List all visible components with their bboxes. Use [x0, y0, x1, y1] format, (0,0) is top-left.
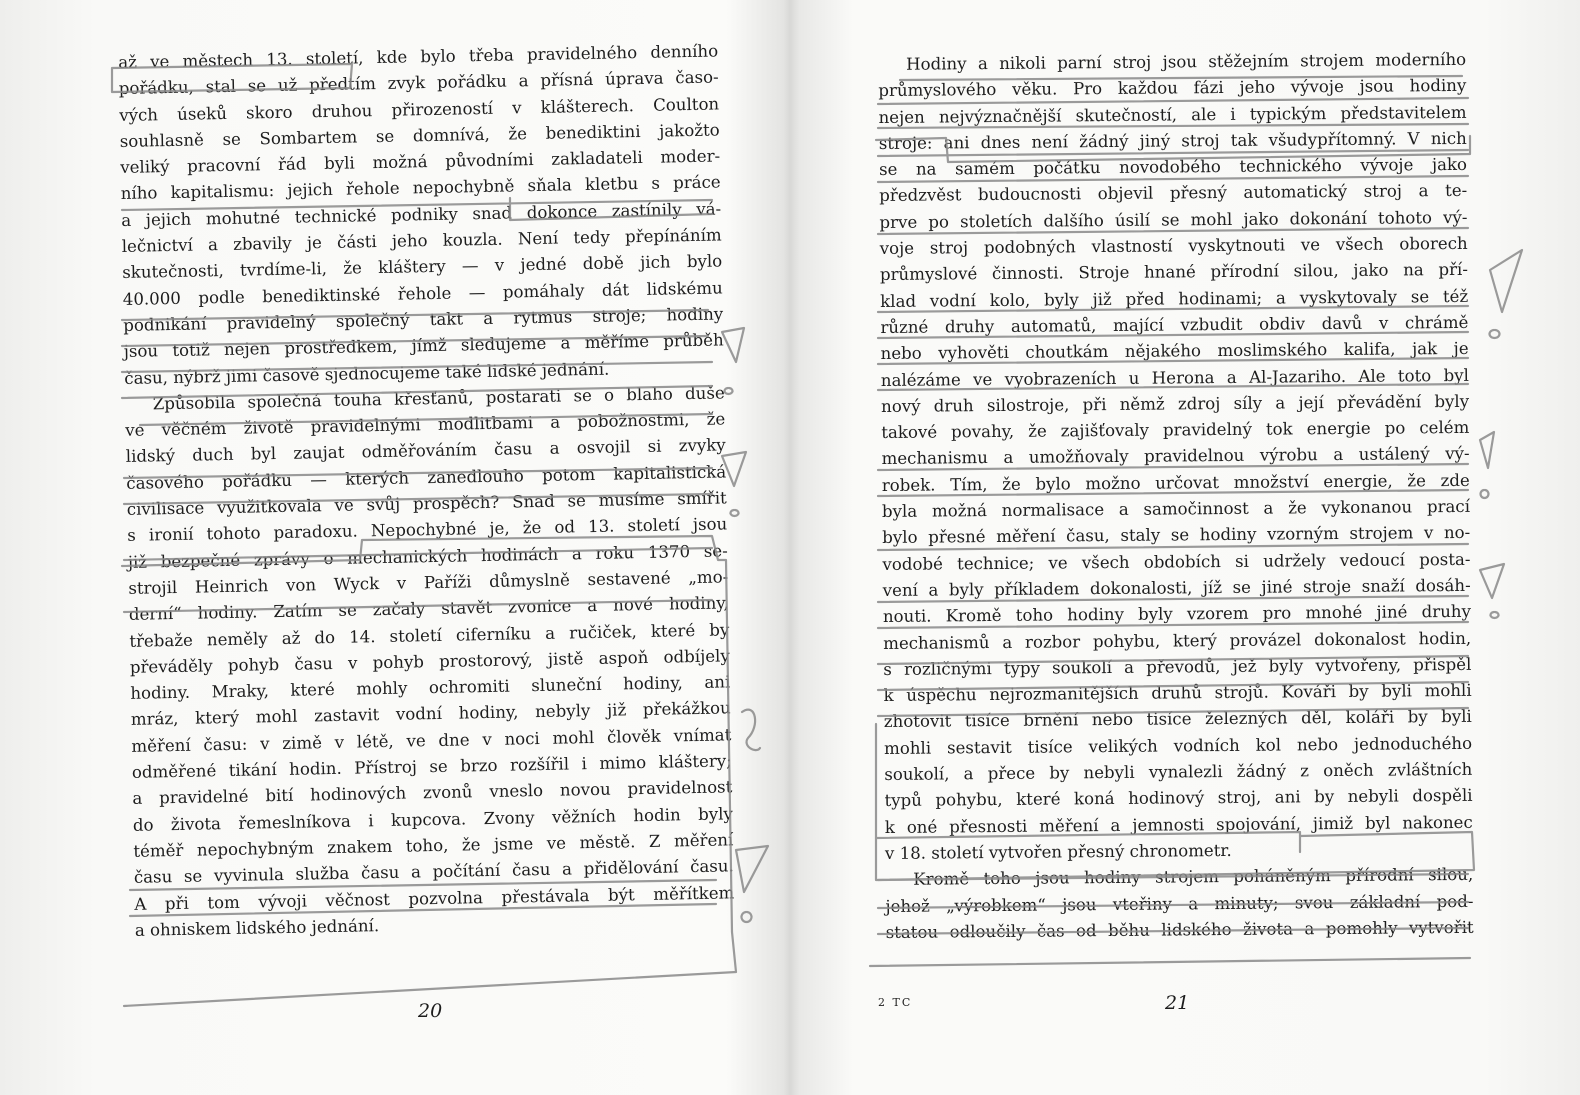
text-line: civilisace využitkovala ve svůj prospěch? Snad se musíme smířit [126, 488, 727, 519]
text-line: klad vodní kolo, byly již před hodinami; a vyskytovaly se též [880, 286, 1469, 311]
text-line: průmyslového věku. Pro každou fázi jeho vývoje jsou hodiny [878, 76, 1467, 101]
text-line: skutečnosti, tvrdíme-li, že kláštery — v jedné době jich bylo [122, 251, 723, 283]
text-line: nalézáme ve vyobrazeních u Herona a Al-Jazariho. Ale toto byl [880, 365, 1469, 390]
text-line: a ohniskem lidského jednání. [134, 915, 380, 940]
text-line: s rozličnými typy soukolí a převodů, jež byly vytvořeny, přispěl [883, 654, 1472, 679]
text-line: pořádku, stal se už předtím zvyk pořádku a přísná úprava časo- [118, 67, 719, 99]
printer-signature: 2 TC [878, 996, 913, 1009]
text-line: bylo přesné měření času, staly se hodiny vzorným strojem v no- [882, 523, 1471, 548]
text-line: voje stroj podobných vlastností vyskytnouti ve všech oborech [879, 233, 1468, 259]
text-line: již bezpečné zprávy o mechanických hodinách a roku 1370 se- [127, 541, 728, 572]
text-line: mráz, který mohl zastavit vodní hodiny, nebyly již překážkou [130, 698, 731, 730]
page-number-left: 20 [418, 1000, 443, 1022]
text-line: derní“ hodiny. Zatím se začaly stavět zvonice a nové hodiny, [128, 593, 729, 625]
text-line: se na samém počátku novodobého technického vývoje jako [878, 155, 1468, 180]
text-line: lečnictví a zbavily je části jeho kouzla. Není tedy přepínáním [121, 225, 722, 257]
text-line: času, nýbrž jimi časově sjednocujeme také lidské jednání. [124, 359, 610, 388]
text-line: odměřené tikání hodin. Přístroj se brzo rozšířil i mimo kláštery; [131, 751, 732, 782]
text-line: třebaže neměly až do 14. století ciferníku a ručiček, které by [129, 619, 730, 651]
text-line: vých úseků skoro druhou přirozeností v klášterech. Coulton [119, 94, 720, 125]
text-line: ního kapitalismu: jejich řehole nepochybně sňala kletbu s práce [120, 172, 721, 204]
text-line: mechanismu a umožňovaly pravidelnou výrobu a ustálený vý- [881, 444, 1470, 469]
text-line: nový druh silostroje, při němž zdroj síly a její převádění byly [881, 391, 1470, 416]
text-line: stroje: ani dnes není žádný jiný stroj tak všudypřítomný. V nich [878, 128, 1467, 153]
text-line: ve věčném životě pravidelnými modlitbami a pobožnostmi, že [125, 409, 726, 441]
text-line: vodobé technice; ve všech obdobích si udržely vedoucí posta- [882, 549, 1471, 574]
text-line: hodiny. Mraky, které mohly ochromiti sluneční hodiny, ani [130, 672, 731, 704]
text-line: Kromě toho jsou hodiny strojem poháněným přírodní silou, [913, 865, 1474, 889]
left-page-text [118, 38, 735, 943]
text-line: a pravidelné bití hodinových zvonů vneslo novou pravidelnost [132, 777, 733, 809]
text-line: různé druhy automatů, mající vzbudit obdiv davů v chrámě [880, 312, 1469, 337]
text-line: převáděly pohyb času v pohyb prostorový, jistě aspoň odbíjely [129, 646, 730, 677]
page-number-right: 21 [1165, 992, 1190, 1014]
text-line: předzvěst budoucnosti objevil přesný automatický stroj a te- [879, 181, 1468, 206]
text-line: prve po stoletích dalšího úsilí se mohl jako dokonání tohoto vý- [879, 207, 1468, 232]
text-line: typů pohybu, které koná hodinový stroj, ani by nebyli dospěli [884, 786, 1473, 811]
text-line: času se vyvinula služba času a počítání času a přidělování času. [133, 856, 734, 888]
text-line: mohli sestavit tisíce velikých vodních kol nebo jednoduchého [883, 733, 1473, 758]
text-line: robek. Tím, že bylo možno určovat množství energie, že zde [881, 470, 1470, 495]
text-line: měření času: v zimě v létě, ve dne v noci mohl člověk vnímat [131, 725, 732, 756]
text-line: Hodiny a nikoli parní stroj jsou stěžejním strojem moderního [906, 49, 1467, 74]
text-line: 40.000 podle benediktinské řehole — pomáhaly dát lidskému [122, 278, 723, 309]
text-line: takové povahy, že zajišťovaly pravidelný tok energie po celém [881, 418, 1470, 443]
text-line: lidský duch byl zaujat odměřováním času a osvojil si zvyky [125, 435, 726, 467]
text-line: Způsobila společná touha křesťanů, postarati se o blaho duše [152, 383, 725, 414]
text-line: téměř nepochybným znakem toho, že jsme ve městě. Z měření [133, 830, 734, 861]
text-line: byla možná normalisace a samočinnost a že vykonanou prací [881, 496, 1471, 522]
text-line: průmyslové činnosti. Stroje hnané přírodní silou, jako na pří- [879, 260, 1469, 285]
text-line: nouti. Kromě toho hodiny byly vzorem pro mnohé jiné druhy [882, 602, 1471, 627]
text-line: mechanismů a rozbor pohybu, který provázel dokonalost hodin, [883, 628, 1472, 653]
text-line: veliký pracovní řád byli možná původními zakladateli moder- [120, 146, 721, 178]
text-line: podnikání pravidelný společný takt a rytmus stroje; hodiny [123, 304, 724, 335]
right-page [790, 0, 1580, 1095]
text-line: statou odloučily čas od běhu lidského života a pomohly vytvořit [885, 917, 1474, 942]
text-line: nebo vyhověti choutkám nějakého moslimského kalifa, jak je [880, 339, 1469, 364]
text-line: jsou totiž nejen prostředkem, jímž sledujeme a měříme průběh [123, 330, 724, 362]
text-line: až ve městech 13. století, kde bylo třeba pravidelného denního [118, 41, 719, 72]
text-line: nejen nejvýznačnější skutečností, ale i typickým představitelem [878, 102, 1467, 127]
text-line: v 18. století vytvořen přesný chronometr. [884, 840, 1232, 863]
text-line: vení a byly příkladem dokonalosti, jíž se jiné stroje snaží dosáh- [882, 575, 1471, 600]
right-page-text [878, 47, 1474, 946]
text-line: s ironií tohoto paradoxu. Nepochybné je, že od 13. století jsou [127, 514, 728, 546]
text-line: jehož „výrobkem“ jsou vteřiny a minuty; svou základní pod- [885, 891, 1474, 916]
text-line: zhotovit tisíce brnění nebo tisíce železných děl, koláři by byli [883, 707, 1472, 732]
text-line: k úspěchu nejrozmanitějších druhů strojů. Kováři by byli mohli [883, 680, 1472, 706]
text-line: a jejich mohutné technické podniky snad dokonce zastínily vá- [121, 199, 722, 230]
text-line: strojil Heinrich von Wyck v Paříži důmyslně sestavené „mo- [128, 567, 729, 598]
text-line: A při tom vývoji věčnost pozvolna přestávala být měřítkem [134, 882, 735, 914]
text-line: soukolí, a přece by nebyli vynalezli žádný z oněch zvláštních [884, 759, 1473, 784]
text-line: do života řemeslníkova i kupcova. Zvony věžních hodin byly [132, 803, 733, 835]
text-line: časového pořádku — kterých zanedlouho potom kapitalistická [126, 462, 727, 493]
text-line: k oné přesnosti měření a jemnosti spojování, jimiž byl nakonec [884, 812, 1473, 837]
text-line: souhlasně se Sombartem se domnívá, že benediktini jakožto [119, 120, 720, 151]
